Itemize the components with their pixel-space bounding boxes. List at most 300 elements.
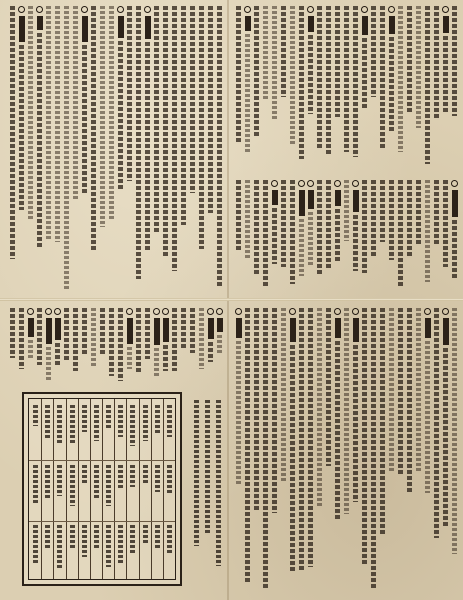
- body-text-run: [398, 180, 403, 288]
- table-cell-text: [106, 525, 111, 567]
- text-column: [423, 4, 432, 172]
- table-row-rule: [29, 460, 175, 461]
- text-column: [387, 178, 396, 294]
- text-column: [360, 306, 369, 596]
- table-cell-text: [45, 465, 50, 500]
- entry-circle-marker: [352, 180, 359, 187]
- body-text-run: [434, 180, 439, 246]
- text-column: [44, 306, 53, 386]
- table-cell-text: [94, 525, 99, 550]
- body-text-run: [208, 6, 213, 213]
- text-column: [243, 306, 252, 596]
- body-text-run: [317, 6, 322, 149]
- text-column: [432, 4, 441, 172]
- text-column: [215, 306, 224, 386]
- entry-heading-text: [335, 318, 341, 338]
- text-column: [53, 306, 62, 386]
- body-text-run: [308, 35, 313, 114]
- entry-circle-marker: [81, 6, 88, 13]
- table-cell-text: [57, 405, 62, 443]
- table-cell-text: [130, 405, 135, 446]
- body-text-run: [335, 341, 340, 519]
- entry-heading-text: [127, 318, 133, 344]
- text-column: [179, 306, 188, 386]
- body-text-run: [245, 180, 250, 258]
- table-cell-text: [106, 465, 111, 506]
- text-column: [116, 306, 125, 386]
- body-text-run: [299, 6, 304, 159]
- text-column: [270, 178, 279, 294]
- body-text-run: [398, 6, 403, 152]
- text-column: [17, 306, 26, 386]
- body-text-run: [362, 308, 367, 564]
- text-column: [197, 4, 206, 294]
- body-text-run: [46, 347, 51, 380]
- text-column: [441, 306, 450, 596]
- text-column: [342, 306, 351, 596]
- text-column: [62, 306, 71, 386]
- body-text-run: [172, 308, 177, 371]
- text-column: [333, 4, 342, 172]
- entry-heading-text: [19, 16, 25, 42]
- table-grid: [28, 398, 176, 580]
- text-column: [414, 178, 423, 294]
- body-text-run: [290, 180, 295, 284]
- table-cell-text: [82, 465, 87, 484]
- entry-heading-text: [208, 318, 214, 339]
- body-text-run: [136, 6, 141, 279]
- body-text-run: [443, 36, 448, 113]
- text-column: [243, 178, 252, 294]
- center-fold-horizontal: [0, 298, 463, 301]
- body-text-run: [236, 341, 241, 485]
- table-column-rule: [78, 399, 79, 579]
- table-side-notes: [188, 392, 224, 586]
- text-column: [342, 4, 351, 172]
- table-cell-text: [130, 525, 135, 553]
- body-text-run: [82, 308, 87, 356]
- body-text-run: [380, 308, 385, 534]
- body-text-run: [109, 308, 114, 376]
- body-text-run: [299, 219, 304, 276]
- text-column: [89, 306, 98, 386]
- body-text-run: [263, 180, 268, 287]
- table-cell-text: [70, 525, 75, 548]
- text-column: [80, 306, 89, 386]
- body-text-run: [317, 180, 322, 275]
- table-cell-text: [70, 405, 75, 445]
- body-text-run: [434, 6, 439, 119]
- body-text-run: [190, 308, 195, 353]
- text-column: [261, 306, 270, 596]
- text-column: [80, 4, 89, 294]
- body-text-run: [434, 308, 439, 538]
- table-cell-text: [94, 405, 99, 441]
- table-cell-text: [70, 465, 75, 506]
- table-cell-text: [155, 465, 160, 492]
- table-cell-text: [167, 405, 172, 437]
- body-text-run: [389, 308, 394, 471]
- table-cell-text: [45, 405, 50, 440]
- body-text-run: [118, 308, 123, 381]
- entry-circle-marker: [451, 180, 458, 187]
- body-text-run: [425, 341, 430, 493]
- text-column: [170, 306, 179, 386]
- text-column: [243, 4, 252, 172]
- text-column: [161, 306, 170, 386]
- text-column: [288, 178, 297, 294]
- text-column: [441, 178, 450, 294]
- body-text-run: [425, 6, 430, 164]
- body-text-run: [362, 180, 367, 273]
- body-text-run: [217, 6, 222, 287]
- body-text-run: [127, 6, 132, 181]
- side-note-text: [216, 400, 221, 566]
- text-column: [297, 306, 306, 596]
- text-column: [8, 306, 17, 386]
- entry-circle-marker: [289, 308, 296, 315]
- body-text-run: [217, 335, 222, 355]
- entry-heading-text: [362, 16, 368, 35]
- text-column: [270, 4, 279, 172]
- body-text-run: [290, 345, 295, 571]
- table-column-rule: [66, 399, 67, 579]
- text-column: [324, 178, 333, 294]
- body-text-run: [37, 33, 42, 249]
- table-cell-text: [143, 525, 148, 544]
- body-text-run: [163, 6, 168, 256]
- body-text-run: [55, 343, 60, 366]
- body-text-run: [308, 212, 313, 267]
- text-column: [152, 4, 161, 294]
- body-text-run: [326, 180, 331, 268]
- text-column: [206, 306, 215, 386]
- text-column: [432, 178, 441, 294]
- text-column: [179, 4, 188, 294]
- body-text-run: [353, 345, 358, 502]
- body-text-run: [344, 180, 349, 241]
- text-column: [396, 4, 405, 172]
- text-column: [423, 306, 432, 596]
- body-text-run: [389, 180, 394, 260]
- body-text-run: [172, 6, 177, 271]
- text-column: [315, 4, 324, 172]
- text-column: [35, 4, 44, 294]
- text-block-top-left: [2, 4, 224, 294]
- text-column: [270, 306, 279, 596]
- body-text-run: [353, 215, 358, 271]
- body-text-run: [163, 345, 168, 371]
- text-column: [297, 178, 306, 294]
- body-text-run: [362, 38, 367, 109]
- body-text-run: [443, 180, 448, 267]
- text-column: [98, 306, 107, 386]
- body-text-run: [199, 308, 204, 369]
- text-column: [53, 4, 62, 294]
- table-cell-text: [45, 525, 50, 549]
- text-column: [306, 178, 315, 294]
- table-column-rule: [41, 399, 42, 579]
- table-cell-text: [106, 405, 111, 430]
- entry-circle-marker: [216, 308, 223, 315]
- entry-circle-marker: [271, 180, 278, 187]
- entry-heading-text: [236, 318, 242, 338]
- text-column: [360, 4, 369, 172]
- text-column: [35, 306, 44, 386]
- body-text-run: [281, 308, 286, 482]
- text-column: [234, 178, 243, 294]
- body-text-run: [208, 342, 213, 362]
- text-column: [89, 4, 98, 294]
- body-text-run: [308, 308, 313, 567]
- entry-heading-text: [353, 190, 359, 212]
- text-block-top-right: [232, 4, 459, 172]
- entry-circle-marker: [361, 6, 368, 13]
- text-column: [351, 178, 360, 294]
- text-column: [378, 306, 387, 596]
- text-column: [143, 306, 152, 386]
- entry-circle-marker: [307, 6, 314, 13]
- entry-heading-text: [308, 16, 314, 32]
- entry-heading-text: [28, 318, 34, 337]
- text-column: [306, 306, 315, 596]
- text-column: [369, 178, 378, 294]
- body-text-run: [109, 6, 114, 221]
- text-column: [432, 306, 441, 596]
- text-column: [125, 4, 134, 294]
- entry-heading-text: [37, 16, 43, 30]
- body-text-run: [407, 308, 412, 493]
- entry-circle-marker: [126, 308, 133, 315]
- text-column: [143, 4, 152, 294]
- text-column: [125, 306, 134, 386]
- body-text-run: [236, 180, 241, 251]
- text-column: [279, 4, 288, 172]
- text-column: [387, 306, 396, 596]
- text-column: [252, 306, 261, 596]
- body-text-run: [181, 308, 186, 349]
- entry-heading-text: [335, 190, 341, 206]
- text-column: [134, 4, 143, 294]
- body-text-run: [127, 347, 132, 369]
- body-text-run: [389, 37, 394, 133]
- entry-circle-marker: [54, 308, 61, 315]
- text-column: [71, 4, 80, 294]
- entry-heading-text: [425, 318, 431, 338]
- body-text-run: [371, 180, 376, 257]
- entry-heading-text: [290, 318, 296, 342]
- body-text-run: [190, 6, 195, 193]
- body-text-run: [263, 6, 268, 99]
- body-text-run: [452, 220, 457, 280]
- text-column: [288, 4, 297, 172]
- table-cell-text: [94, 465, 99, 499]
- entry-heading-text: [145, 16, 151, 39]
- entry-circle-marker: [442, 6, 449, 13]
- entry-circle-marker: [298, 180, 305, 187]
- body-text-run: [145, 42, 150, 250]
- bordered-table: [22, 392, 182, 586]
- body-text-run: [317, 308, 322, 508]
- body-text-run: [73, 6, 78, 201]
- table-column-rule: [163, 399, 164, 579]
- text-column: [351, 306, 360, 596]
- body-text-run: [380, 6, 385, 148]
- body-text-run: [416, 180, 421, 245]
- text-column: [423, 178, 432, 294]
- table-cell-text: [167, 465, 172, 495]
- entry-circle-marker: [235, 308, 242, 315]
- text-column: [450, 4, 459, 172]
- body-text-run: [100, 308, 105, 356]
- text-column: [26, 4, 35, 294]
- text-column: [161, 4, 170, 294]
- entry-heading-text: [245, 16, 251, 31]
- text-column: [206, 4, 215, 294]
- body-text-run: [100, 6, 105, 227]
- text-column: [324, 4, 333, 172]
- body-text-run: [73, 308, 78, 371]
- text-column: [134, 306, 143, 386]
- body-text-run: [64, 308, 69, 360]
- text-column: [441, 4, 450, 172]
- text-column: [414, 306, 423, 596]
- body-text-run: [335, 6, 340, 117]
- body-text-run: [380, 180, 385, 242]
- body-text-run: [136, 308, 141, 373]
- table-column-rule: [90, 399, 91, 579]
- body-text-run: [10, 308, 15, 358]
- body-text-run: [407, 6, 412, 113]
- text-column: [261, 178, 270, 294]
- body-text-run: [416, 6, 421, 128]
- body-text-run: [199, 6, 204, 249]
- body-text-run: [335, 209, 340, 263]
- table-column-rule: [114, 399, 115, 579]
- entry-heading-text: [82, 16, 88, 42]
- text-column: [450, 306, 459, 596]
- text-column: [152, 306, 161, 386]
- text-column: [234, 306, 243, 596]
- entry-circle-marker: [442, 308, 449, 315]
- table-cell-text: [33, 525, 38, 563]
- body-text-run: [154, 348, 159, 376]
- entry-circle-marker: [153, 308, 160, 315]
- text-column: [333, 178, 342, 294]
- table-cell-text: [118, 405, 123, 437]
- body-text-run: [299, 308, 304, 570]
- body-text-run: [452, 308, 457, 554]
- text-column: [333, 306, 342, 596]
- body-text-run: [82, 45, 87, 194]
- body-text-run: [254, 308, 259, 511]
- text-column: [378, 4, 387, 172]
- body-text-run: [272, 208, 277, 264]
- body-text-run: [254, 180, 259, 276]
- table-column-rule: [126, 399, 127, 579]
- body-text-run: [290, 6, 295, 144]
- entry-circle-marker: [307, 180, 314, 187]
- entry-circle-marker: [334, 308, 341, 315]
- body-text-run: [181, 6, 186, 225]
- entry-circle-marker: [144, 6, 151, 13]
- body-text-run: [452, 6, 457, 116]
- table-cell-text: [33, 465, 38, 505]
- entry-heading-text: [353, 318, 359, 342]
- text-column: [71, 306, 80, 386]
- text-column: [188, 4, 197, 294]
- entry-heading-text: [389, 16, 395, 34]
- text-column: [315, 306, 324, 596]
- text-column: [62, 4, 71, 294]
- entry-circle-marker: [45, 308, 52, 315]
- text-column: [315, 178, 324, 294]
- body-text-run: [10, 6, 15, 259]
- table-cell-text: [155, 525, 160, 550]
- body-text-run: [19, 45, 24, 210]
- table-cell-text: [82, 405, 87, 432]
- side-note-text: [194, 400, 199, 546]
- body-text-run: [326, 6, 331, 154]
- entry-heading-text: [308, 190, 314, 209]
- text-column: [26, 306, 35, 386]
- text-column: [170, 4, 179, 294]
- body-text-run: [281, 180, 286, 267]
- entry-heading-text: [452, 190, 458, 217]
- text-column: [188, 306, 197, 386]
- entry-heading-text: [299, 190, 305, 216]
- table-column-rule: [102, 399, 103, 579]
- text-column: [17, 4, 26, 294]
- text-column: [297, 4, 306, 172]
- entry-circle-marker: [18, 6, 25, 13]
- body-text-run: [19, 308, 24, 369]
- table-cell-text: [82, 525, 87, 557]
- text-column: [8, 4, 17, 294]
- text-column: [396, 306, 405, 596]
- entry-heading-text: [217, 318, 223, 332]
- table-cell-text: [33, 405, 38, 426]
- entry-circle-marker: [117, 6, 124, 13]
- side-note-text: [205, 400, 210, 533]
- text-block-bottom-left: [2, 306, 224, 386]
- body-text-run: [245, 308, 250, 583]
- entry-heading-text: [118, 16, 124, 38]
- table-cell-text: [118, 525, 123, 564]
- body-text-run: [371, 6, 376, 97]
- table-cell-text: [57, 525, 62, 568]
- text-column: [405, 4, 414, 172]
- table-cell-text: [57, 465, 62, 496]
- text-column: [252, 178, 261, 294]
- body-text-run: [425, 180, 430, 282]
- entry-heading-text: [154, 318, 160, 345]
- text-block-bottom-right: [232, 306, 459, 596]
- text-column: [369, 4, 378, 172]
- entry-circle-marker: [352, 308, 359, 315]
- text-column: [324, 306, 333, 596]
- entry-circle-marker: [36, 6, 43, 13]
- text-column: [116, 4, 125, 294]
- body-text-run: [28, 340, 33, 360]
- entry-heading-text: [443, 318, 449, 345]
- entry-heading-text: [272, 190, 278, 205]
- body-text-run: [344, 6, 349, 152]
- text-column: [107, 4, 116, 294]
- text-column: [261, 4, 270, 172]
- entry-circle-marker: [334, 180, 341, 187]
- text-column: [414, 4, 423, 172]
